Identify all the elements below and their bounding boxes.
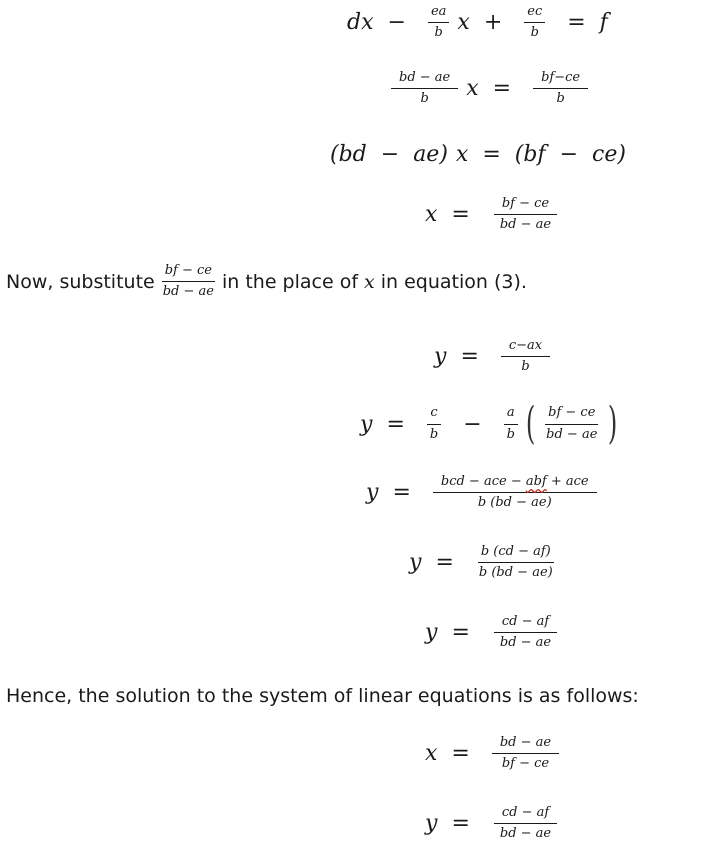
substitute-variable-x: x <box>364 270 375 293</box>
operator-equals: = <box>386 411 405 437</box>
fraction-numerator: bd − ae <box>492 735 559 754</box>
fraction-bd-ae-over-b <box>391 70 458 108</box>
term-y: y <box>434 344 447 370</box>
fraction-ea-over-b <box>428 4 449 42</box>
term-dx: dx <box>347 10 374 36</box>
fraction-numerator: cd − af <box>494 805 557 824</box>
operator-minus: − <box>387 10 406 36</box>
fraction-denominator: b <box>506 426 515 442</box>
fraction-denominator: b <box>429 426 439 442</box>
numerator-part-c: + ace <box>546 474 589 489</box>
fraction-denominator: bd − ae <box>546 426 598 442</box>
equation-y-result <box>425 614 567 652</box>
equation-x-step-3 <box>330 142 626 167</box>
term-bf-open: (bf <box>514 142 546 167</box>
substitute-text-middle: in the place of <box>221 270 359 293</box>
fraction-denominator: b (bd − ae) <box>477 495 552 511</box>
numerator-part-a: bcd − ace − <box>440 474 526 489</box>
fraction-numerator: bf − ce <box>162 263 215 282</box>
term-ce-close: ce) <box>592 142 626 167</box>
inline-fraction-substitute <box>160 263 217 301</box>
equation-y-step-2 <box>360 398 618 449</box>
term-y: y <box>425 620 438 646</box>
fraction-denominator: b <box>530 25 539 41</box>
operator-equals: = <box>492 76 512 102</box>
fraction-denominator: bf − ce <box>501 756 550 772</box>
fraction-solution-x <box>492 735 559 773</box>
operator-equals: = <box>451 811 470 837</box>
equation-x-step-2 <box>383 70 596 108</box>
fraction-numerator: c−ax <box>501 338 550 357</box>
fraction-factored <box>476 544 556 582</box>
fraction-numerator: cd − af <box>494 614 557 633</box>
fraction-a-over-b <box>504 405 518 443</box>
fraction-x-result <box>492 196 559 234</box>
fraction-ec-over-b <box>524 4 545 42</box>
operator-minus: − <box>380 142 400 167</box>
fraction-numerator: ea <box>428 4 449 23</box>
solution-x <box>425 735 567 773</box>
solution-y <box>425 805 567 843</box>
term-x: x <box>425 741 438 767</box>
term-ae-close: ae) <box>413 142 448 167</box>
operator-equals: = <box>392 480 411 506</box>
operator-plus: + <box>483 10 503 36</box>
operator-equals: = <box>460 344 479 370</box>
term-y: y <box>366 480 379 506</box>
paren-open: ( <box>525 398 536 449</box>
fraction-denominator: b (bd − ae) <box>478 565 553 581</box>
spellcheck-flagged-abf: abf <box>525 474 547 489</box>
equation-x-step-1 <box>347 4 608 42</box>
fraction-solution-y <box>492 805 559 843</box>
operator-minus: − <box>463 411 482 437</box>
fraction-numerator: ec <box>524 4 545 23</box>
equation-x-result <box>425 196 567 234</box>
fraction-numerator: a <box>504 405 518 424</box>
term-y: y <box>360 411 373 437</box>
solution-paragraph <box>6 685 639 707</box>
fraction-expanded <box>433 474 597 512</box>
equation-y-step-1 <box>434 338 558 376</box>
operator-equals: = <box>482 142 501 167</box>
substitute-text-before: Now, substitute <box>6 270 155 293</box>
fraction-numerator: bf − ce <box>545 405 598 424</box>
fraction-denominator: b <box>556 91 565 107</box>
term-y: y <box>425 811 438 837</box>
fraction-denominator: b <box>434 25 443 41</box>
fraction-numerator: b (cd − af) <box>478 544 554 563</box>
operator-equals: = <box>451 202 470 228</box>
fraction-denominator: b <box>420 91 429 107</box>
term-x: x <box>425 202 438 228</box>
fraction-c-over-b <box>427 405 441 443</box>
fraction-denominator: bd − ae <box>162 284 214 300</box>
fraction-denominator: bd − ae <box>499 635 552 651</box>
fraction-numerator <box>433 474 597 493</box>
fraction-denominator: bd − ae <box>499 826 552 842</box>
fraction-numerator: bd − ae <box>391 70 458 89</box>
equation-y-step-4 <box>409 544 564 582</box>
operator-equals: = <box>451 620 470 646</box>
term-bd-open: (bd <box>330 142 367 167</box>
fraction-y-result <box>492 614 559 652</box>
fraction-numerator: bf−ce <box>533 70 588 89</box>
paren-close: ) <box>608 398 618 449</box>
term-x: x <box>457 10 470 36</box>
equation-y-step-3 <box>366 474 605 512</box>
term-y: y <box>409 550 422 576</box>
term-f: f <box>599 10 608 36</box>
operator-equals: = <box>451 741 470 767</box>
operator-equals: = <box>567 10 586 36</box>
fraction-bf-ce-over-b <box>533 70 588 108</box>
term-x: x <box>455 142 469 167</box>
term-x: x <box>466 76 479 102</box>
fraction-c-ax-over-b <box>501 338 550 376</box>
fraction-denominator: b <box>521 359 530 375</box>
fraction-numerator: bf − ce <box>494 196 557 215</box>
solution-sentence: Hence, the solution to the system of linear equations is as follows: <box>6 685 639 707</box>
operator-equals: = <box>435 550 454 576</box>
substitute-text-after: in equation (3). <box>380 270 527 293</box>
substitute-paragraph <box>6 263 527 301</box>
operator-minus: − <box>559 142 579 167</box>
fraction-numerator: c <box>427 405 440 424</box>
fraction-denominator: bd − ae <box>499 217 552 233</box>
fraction-bf-ce-over-bd-ae <box>543 405 600 443</box>
